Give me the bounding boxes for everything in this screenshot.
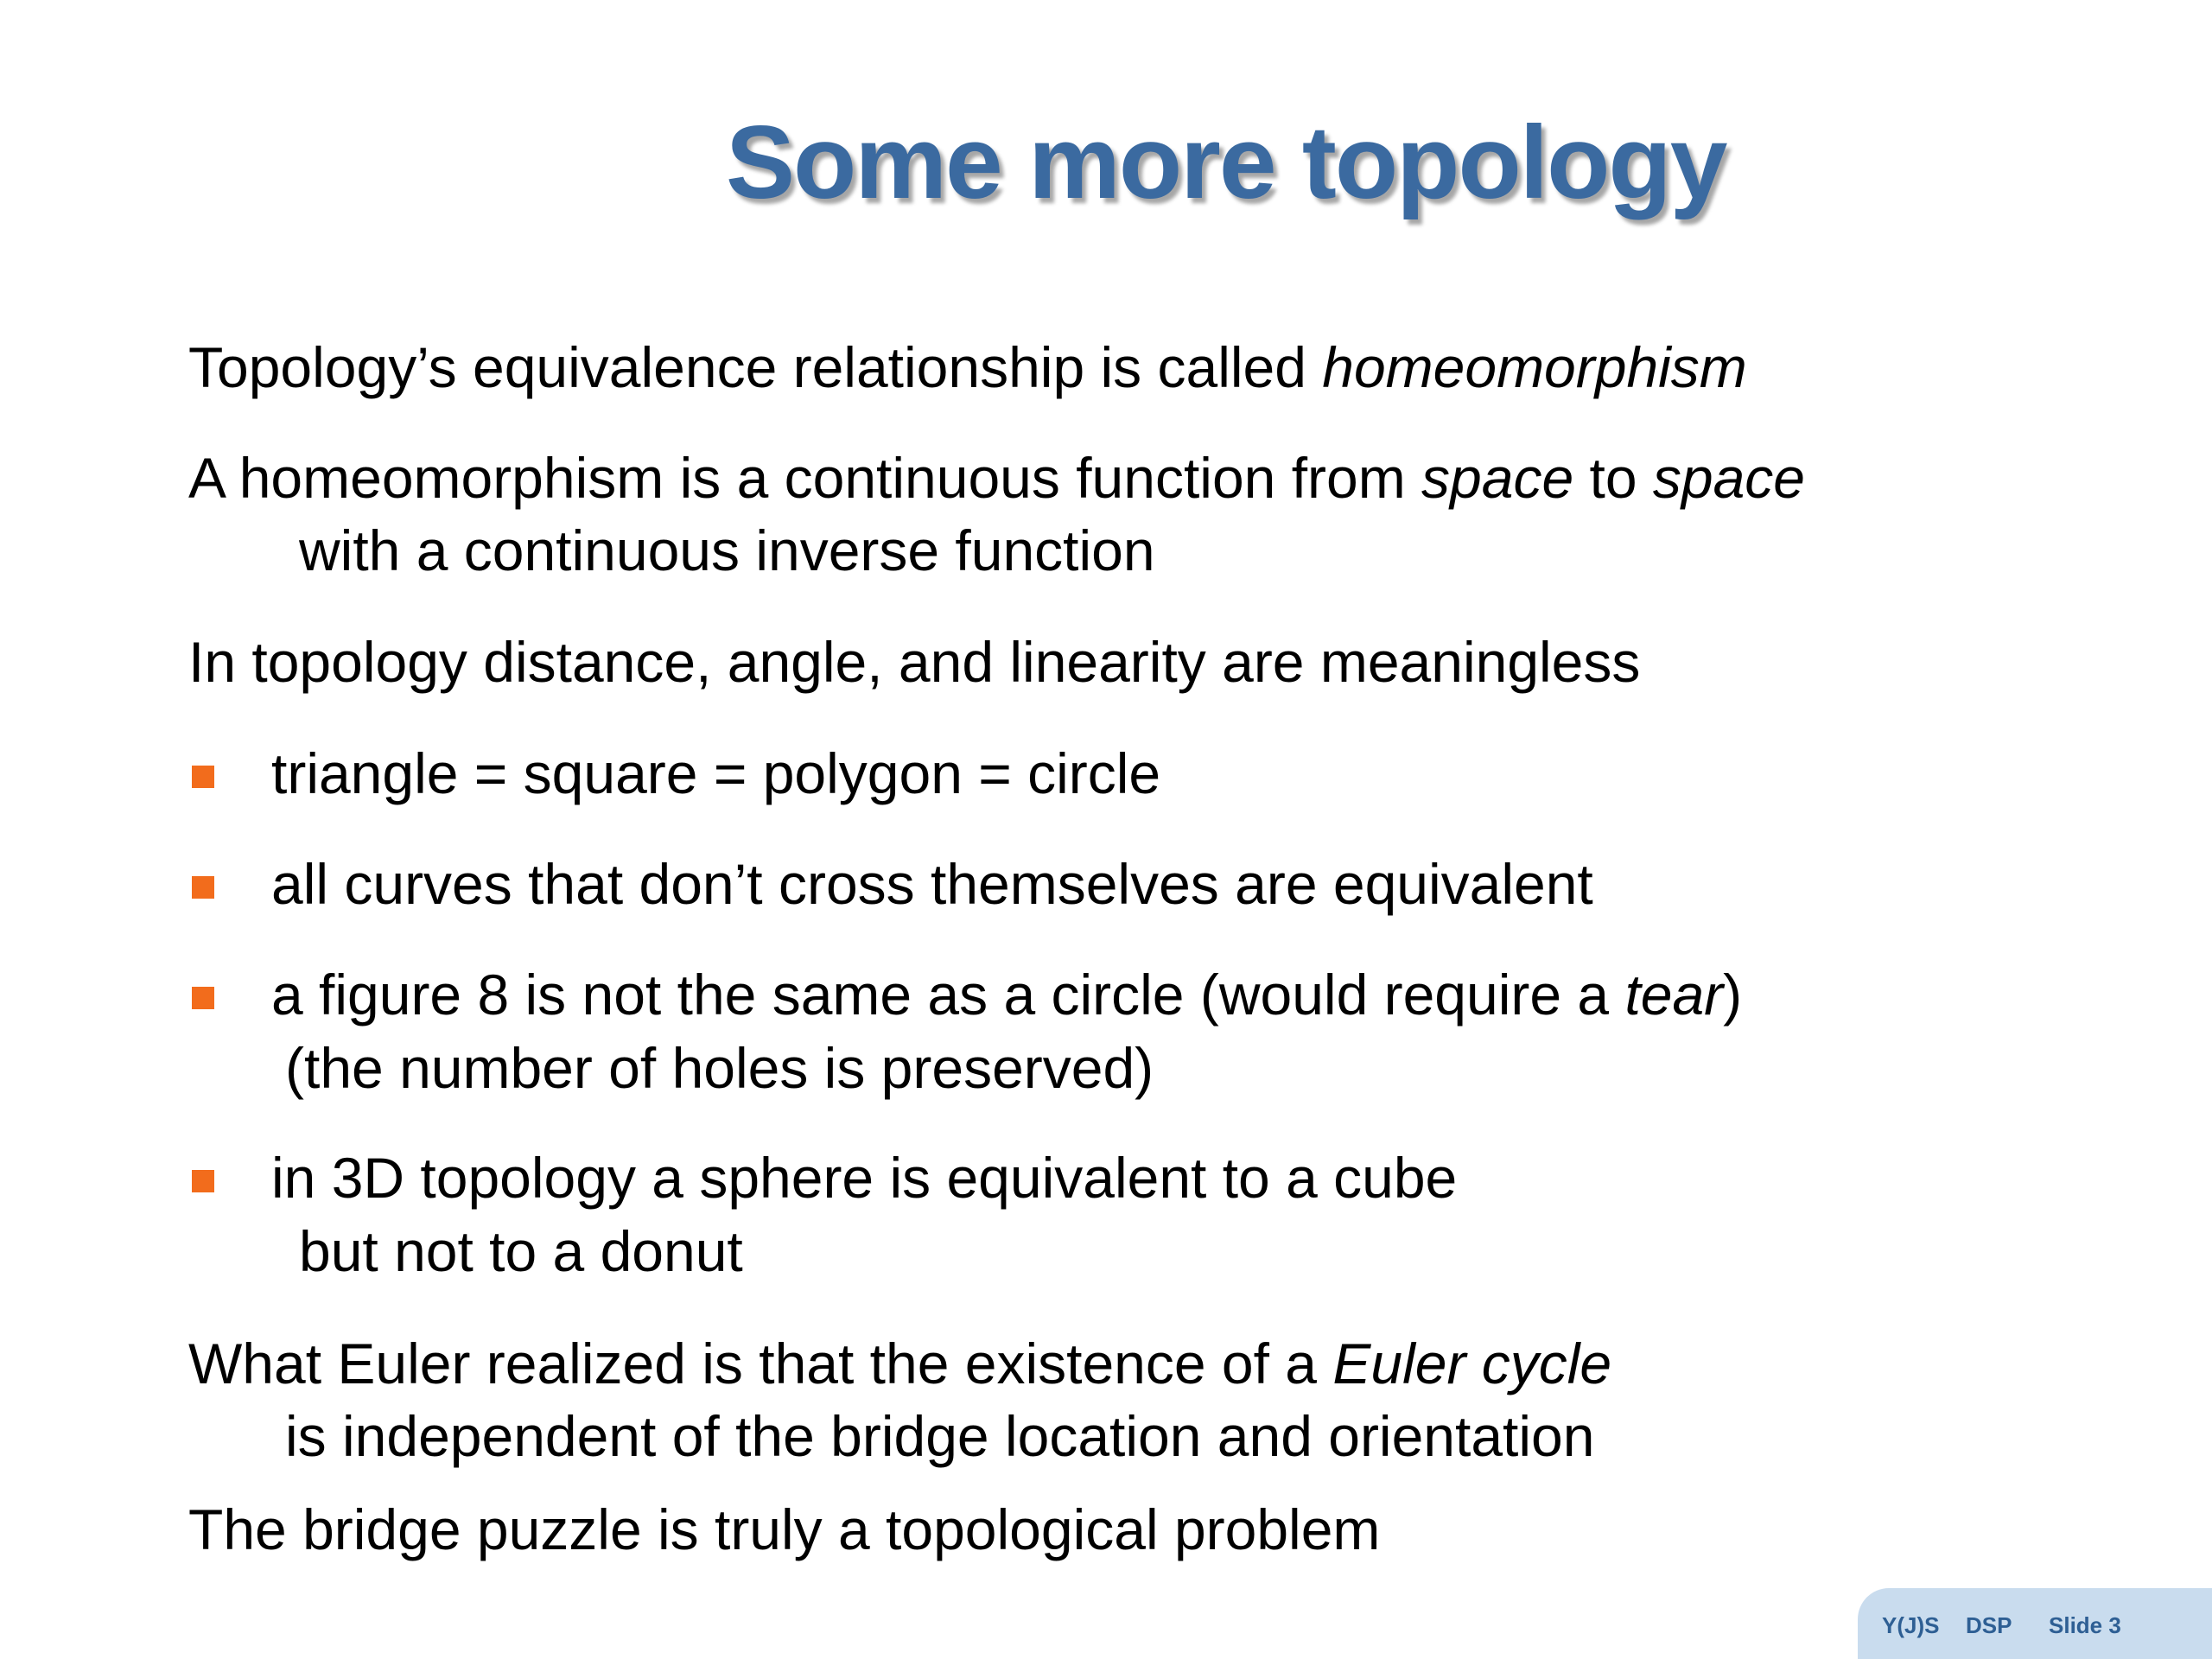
- bullet-marker: [192, 987, 214, 1009]
- bullet-marker: [192, 876, 214, 899]
- bullet-item-figure-eight: [271, 963, 1743, 1027]
- footer-slide-number: Slide 3: [2049, 1612, 2121, 1638]
- emphasis-term: space: [1421, 446, 1574, 510]
- paragraph-meaningless: In topology distance, angle, and linearity are meaningless: [188, 630, 1641, 694]
- paragraph-continuation: is independent of the bridge location and orientation: [285, 1404, 1595, 1468]
- bullet-item-curves: all curves that don’t cross themselves are equivalent: [271, 852, 1593, 916]
- bullet-marker: [192, 766, 214, 788]
- bullet-continuation: but not to a donut: [299, 1219, 743, 1283]
- paragraph-continuous-function: [188, 446, 1805, 510]
- paragraph-text: A homeomorphism is a continuous function from: [188, 446, 1422, 510]
- paragraph-text: What Euler realized is that the existence of a: [188, 1332, 1333, 1395]
- paragraph-text: to: [1573, 446, 1653, 510]
- bullet-item-shapes: triangle = square = polygon = circle: [271, 741, 1161, 805]
- emphasis-term: Euler cycle: [1332, 1332, 1612, 1395]
- paragraph-continuation: with a continuous inverse function: [299, 518, 1155, 582]
- footer-course: DSP: [1966, 1612, 2012, 1638]
- bullet-item-sphere-cube: in 3D topology a sphere is equivalent to a cube: [271, 1146, 1458, 1210]
- footer-org: Y(J)S: [1882, 1612, 1940, 1638]
- paragraph-conclusion: The bridge puzzle is truly a topological problem: [188, 1497, 1381, 1561]
- emphasis-term: space: [1652, 446, 1805, 510]
- emphasis-term: tear: [1624, 963, 1724, 1027]
- bullet-marker: [192, 1170, 214, 1192]
- bullet-text: a figure 8 is not the same as a circle (would require a: [271, 963, 1625, 1027]
- bullet-continuation: (the number of holes is preserved): [285, 1036, 1154, 1100]
- slide-title: Some more topology: [726, 105, 1726, 220]
- paragraph-euler: [188, 1332, 1612, 1395]
- bullet-text: ): [1723, 963, 1743, 1027]
- paragraph-homeomorphism-definition: [188, 335, 1747, 399]
- emphasis-term: homeomorphism: [1322, 335, 1747, 399]
- paragraph-text: Topology’s equivalence relationship is called: [188, 335, 1323, 399]
